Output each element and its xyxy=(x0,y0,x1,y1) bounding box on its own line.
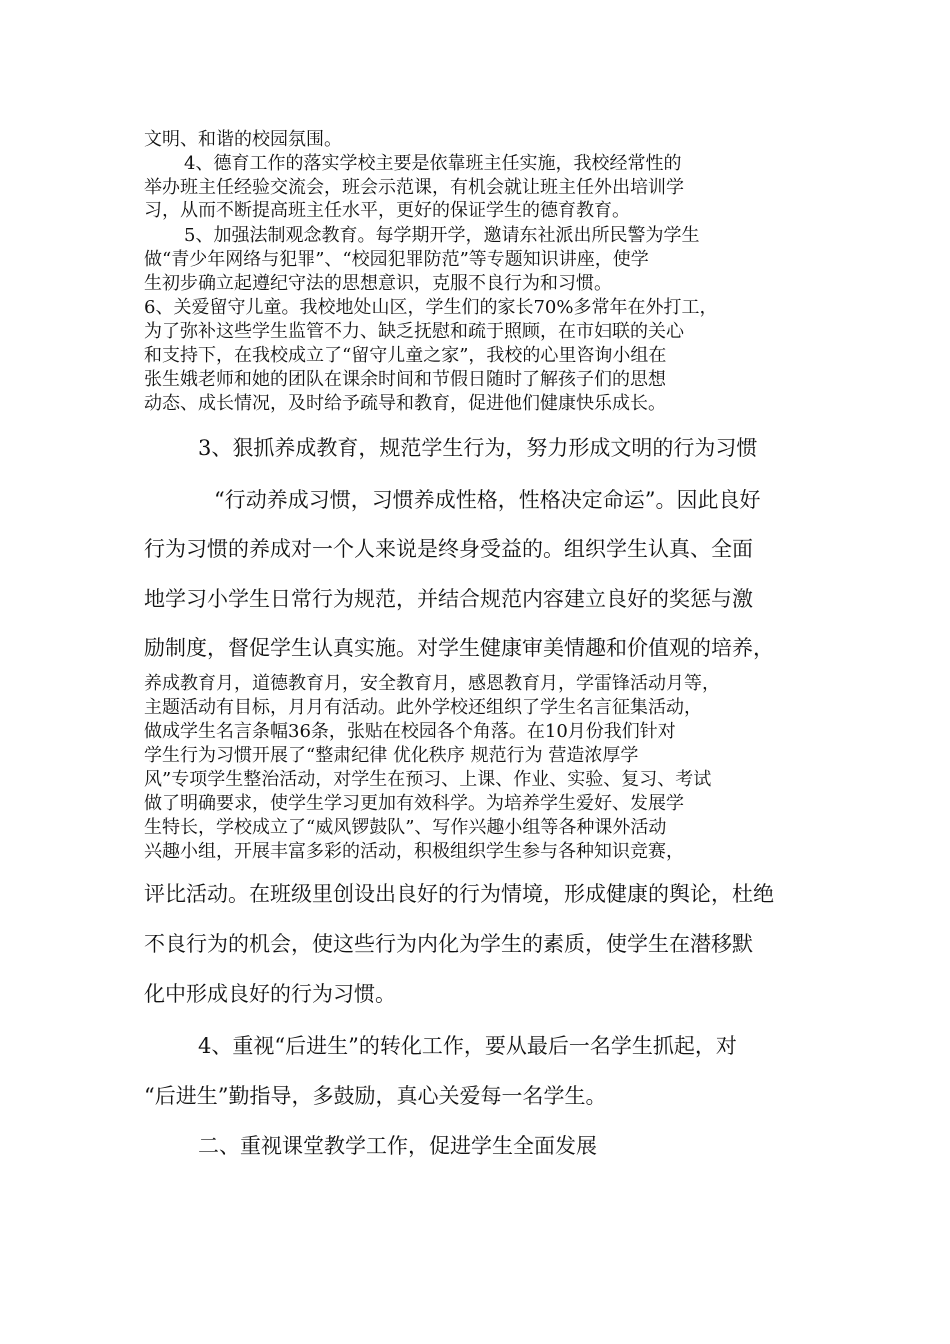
text-line: 5、加强法制观念教育。每学期开学，邀请东社派出所民警为学生 xyxy=(184,225,700,246)
text-line: 习，从而不断提高班主任水平，更好的保证学生的德育教育。 xyxy=(144,200,630,221)
text-line: 风”专项学生整治活动，对学生在预习、上课、作业、实验、复习、考试 xyxy=(144,769,712,790)
text-line: 文明、和谐的校园氛围。 xyxy=(144,129,342,150)
text-line: “后进生”勤指导，多鼓励，真心关爱每一名学生。 xyxy=(144,1084,607,1108)
text-line: 生初步确立起遵纪守法的思想意识，克服不良行为和习惯。 xyxy=(144,273,612,294)
text-line: 化中形成良好的行为习惯。 xyxy=(144,982,396,1006)
text-line: 养成教育月，道德教育月，安全教育月，感恩教育月，学雷锋活动月等， xyxy=(144,673,720,694)
text-line: 励制度，督促学生认真实施。对学生健康审美情趣和价值观的培养， xyxy=(144,636,774,660)
text-line: 动态、成长情况，及时给予疏导和教育，促进他们健康快乐成长。 xyxy=(144,393,666,414)
text-line: 生特长，学校成立了“威风锣鼓队”、写作兴趣小组等各种课外活动 xyxy=(144,817,667,838)
text-line: 6、关爱留守儿童。我校地处山区，学生们的家长70%多常年在外打工， xyxy=(144,297,718,318)
text-line: 做“青少年网络与犯罪”、“校园犯罪防范”等专题知识讲座，使学 xyxy=(144,249,649,270)
text-line: 为了弥补这些学生监管不力、缺乏抚慰和疏于照顾，在市妇联的关心 xyxy=(144,321,684,342)
text-line: 主题活动有目标，月月有活动。此外学校还组织了学生名言征集活动， xyxy=(144,697,702,718)
text-line: 4、德育工作的落实学校主要是依靠班主任实施，我校经常性的 xyxy=(184,153,682,174)
section-heading: 3、狠抓养成教育，规范学生行为，努力形成文明的行为习惯 xyxy=(198,436,758,460)
text-line: 举办班主任经验交流会，班会示范课，有机会就让班主任外出培训学 xyxy=(144,177,684,198)
text-line: 行为习惯的养成对一个人来说是终身受益的。组织学生认真、全面 xyxy=(144,537,753,561)
section-heading: 二、重视课堂教学工作，促进学生全面发展 xyxy=(198,1134,597,1158)
text-line: 张生娥老师和她的团队在课余时间和节假日随时了解孩子们的思想 xyxy=(144,369,666,390)
text-line: 不良行为的机会，使这些行为内化为学生的素质，使学生在潜移默 xyxy=(144,932,753,956)
text-line: “行动养成习惯，习惯养成性格，性格决定命运”。因此良好 xyxy=(214,488,761,512)
section-heading: 4、重视“后进生”的转化工作，要从最后一名学生抓起，对 xyxy=(198,1034,737,1058)
text-line: 做成学生名言条幅36条，张贴在校园各个角落。在10月份我们针对 xyxy=(144,721,676,742)
text-line: 兴趣小组，开展丰富多彩的活动，积极组织学生参与各种知识竞赛， xyxy=(144,841,684,862)
text-line: 和支持下，在我校成立了“留守儿童之家”，我校的心里咨询小组在 xyxy=(144,345,667,366)
text-line: 地学习小学生日常行为规范，并结合规范内容建立良好的奖惩与激 xyxy=(144,587,753,611)
text-line: 评比活动。在班级里创设出良好的行为情境，形成健康的舆论，杜绝 xyxy=(144,882,774,906)
text-line: 做了明确要求，使学生学习更加有效科学。为培养学生爱好、发展学 xyxy=(144,793,684,814)
text-line: 学生行为习惯开展了“整肃纪律 优化秩序 规范行为 营造浓厚学 xyxy=(144,745,639,766)
